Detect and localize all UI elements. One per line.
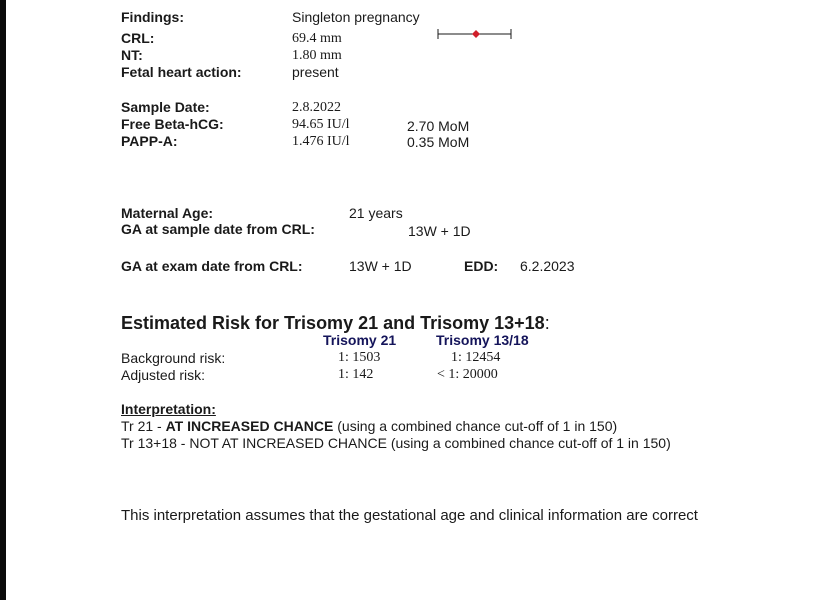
footer-note: This interpretation assumes that the gestational age and clinical information are correct [121, 507, 698, 524]
interpretation-t21-prefix: Tr 21 - [121, 418, 166, 434]
background-risk-t1318: 1: 12454 [451, 350, 501, 365]
risk-heading [121, 312, 550, 334]
col-header-t1318: Trisomy 13/18 [436, 332, 529, 348]
adjusted-risk-t1318: < 1: 20000 [437, 367, 498, 382]
nt-value: 1.80 mm [292, 48, 342, 63]
ga-sample-label: GA at sample date from CRL: [121, 221, 315, 237]
findings-label: Findings: [121, 9, 184, 25]
fetal-heart-value: present [292, 64, 339, 80]
fetal-heart-label: Fetal heart action: [121, 64, 242, 80]
maternal-age-label: Maternal Age: [121, 205, 214, 221]
risk-heading-text: Estimated Risk for Trisomy 21 and Trisomy 13+18 [121, 313, 545, 333]
bhcg-value: 94.65 IU/l [292, 117, 350, 132]
interpretation-t21-cutoff: (using a combined chance cut-off of 1 in 150) [333, 418, 618, 434]
pappa-mom: 0.35 MoM [407, 134, 470, 150]
edd-label: EDD: [464, 258, 499, 274]
crl-range-marker [437, 27, 512, 41]
background-risk-t21: 1: 1503 [338, 350, 381, 365]
risk-heading-colon: : [544, 313, 550, 333]
findings-value: Singleton pregnancy [292, 9, 420, 25]
interpretation-line-t1318: Tr 13+18 - NOT AT INCREASED CHANCE (using a combined chance cut-off of 1 in 150) [121, 435, 671, 451]
adjusted-risk-t21: 1: 142 [338, 367, 374, 382]
ga-exam-label: GA at exam date from CRL: [121, 258, 303, 274]
pappa-label: PAPP-A: [121, 133, 178, 149]
edd-value: 6.2.2023 [520, 258, 575, 274]
col-header-t21: Trisomy 21 [323, 332, 397, 348]
ga-sample-value: 13W + 1D [408, 223, 471, 239]
maternal-age-value: 21 years [349, 205, 403, 221]
pappa-value: 1.476 IU/l [292, 134, 350, 149]
bhcg-label: Free Beta-hCG: [121, 116, 224, 132]
adjusted-risk-label: Adjusted risk: [121, 367, 206, 383]
interpretation-title: Interpretation: [121, 401, 216, 417]
crl-value: 69.4 mm [292, 31, 342, 46]
left-edge-strip [0, 0, 6, 600]
sample-date-value: 2.8.2022 [292, 100, 341, 115]
sample-date-label: Sample Date: [121, 99, 210, 115]
nt-label: NT: [121, 47, 143, 63]
interpretation-t21-result: AT INCREASED CHANCE [165, 418, 334, 434]
ga-exam-value: 13W + 1D [349, 258, 412, 274]
interpretation-line-t21 [121, 418, 617, 435]
bhcg-mom: 2.70 MoM [407, 118, 470, 134]
crl-label: CRL: [121, 30, 155, 46]
background-risk-label: Background risk: [121, 350, 226, 366]
crl-position-icon [472, 30, 480, 38]
